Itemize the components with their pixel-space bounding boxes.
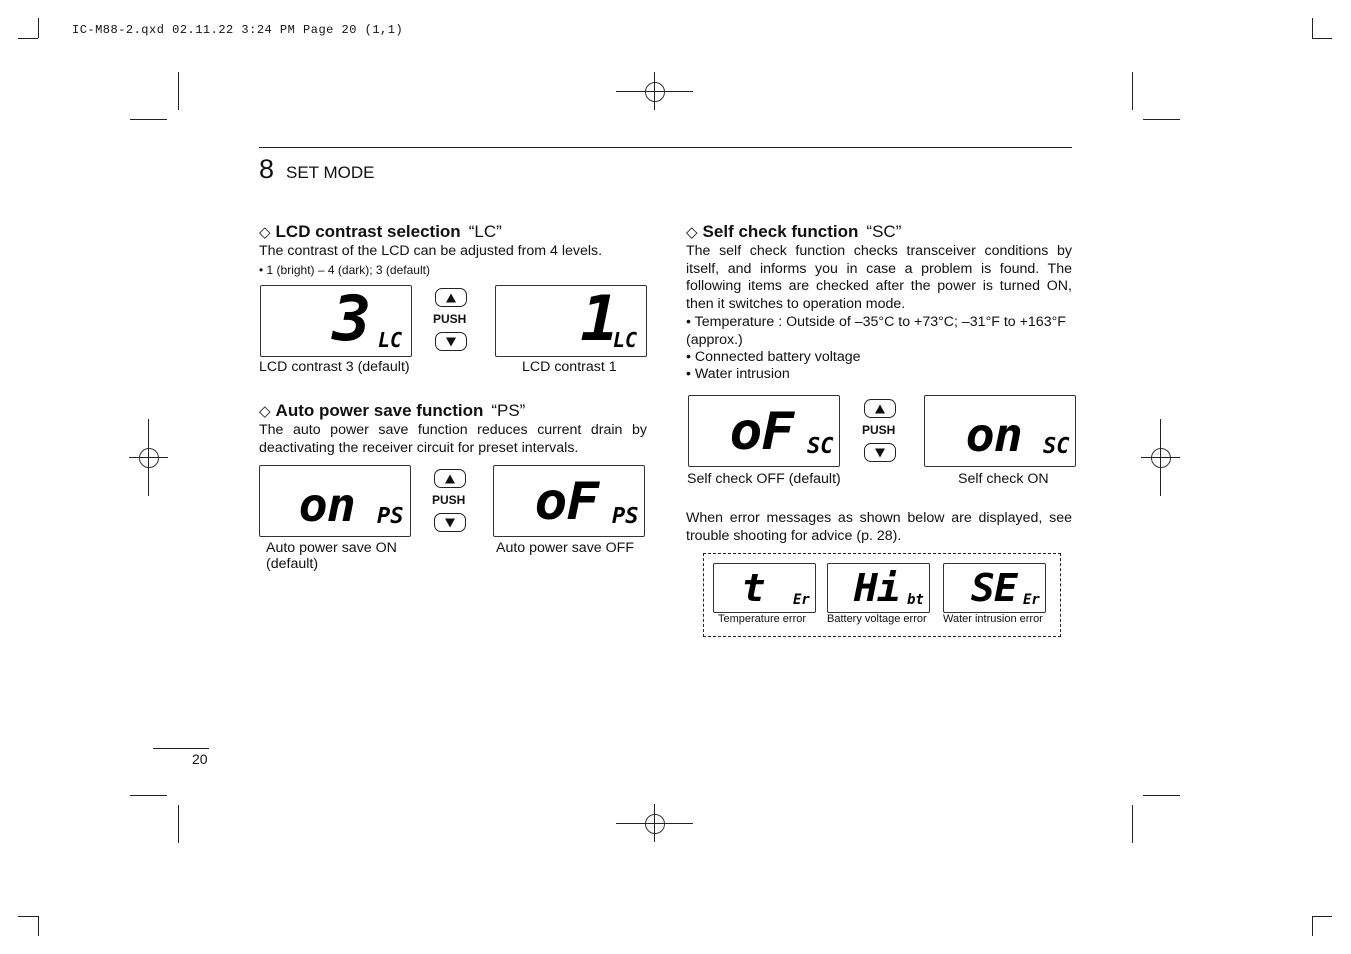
caption-contrast-3: LCD contrast 3 (default) <box>259 359 410 375</box>
self-check-bullet-water: • Water intrusion <box>686 366 790 382</box>
page-number: 20 <box>192 751 208 767</box>
lcd-error-battery: Hi bt <box>827 563 930 613</box>
lcd-display-ps-off: oF PS <box>493 465 645 537</box>
caption-ps-off: Auto power save OFF <box>496 540 634 556</box>
lcd-display-ps-on: on PS <box>259 465 411 537</box>
up-arrow-icon <box>875 404 885 413</box>
header-rule <box>259 147 1072 148</box>
down-arrow-icon <box>445 518 455 527</box>
push-label: PUSH <box>862 423 896 437</box>
chapter-title: SET MODE <box>286 163 375 182</box>
diamond-icon: ◇ <box>259 403 271 420</box>
page-number-rule <box>153 748 209 749</box>
down-button[interactable] <box>434 513 466 532</box>
caption-sc-on: Self check ON <box>958 471 1049 487</box>
caption-sc-off: Self check OFF (default) <box>687 471 841 487</box>
push-label: PUSH <box>433 312 467 326</box>
down-arrow-icon <box>875 448 885 457</box>
lcd-display-contrast-3: 3 LC <box>260 285 412 357</box>
lcd-display-sc-on: on SC <box>924 395 1076 467</box>
lcd-display-sc-off: oF SC <box>688 395 840 467</box>
lcd-contrast-heading: ◇ LCD contrast selection “LC” <box>259 222 502 241</box>
lcd-contrast-bullet: • 1 (bright) – 4 (dark); 3 (default) <box>259 263 430 277</box>
down-button[interactable] <box>864 443 896 462</box>
up-arrow-icon <box>446 293 456 302</box>
lcd-error-temperature: t Er <box>713 563 816 613</box>
auto-power-save-desc: The auto power save function reduces current drain by deactivating the receiver circuit for preset intervals. <box>259 422 647 456</box>
diamond-icon: ◇ <box>686 224 698 241</box>
file-slug: IC-M88-2.qxd 02.11.22 3:24 PM Page 20 (1,1) <box>72 23 404 37</box>
caption-contrast-1: LCD contrast 1 <box>522 359 617 375</box>
error-note: When error messages as shown below are displayed, see trouble shooting for advice (p. 28). <box>686 510 1072 544</box>
lcd-error-water: SE Er <box>943 563 1046 613</box>
down-button[interactable] <box>435 332 467 351</box>
error-label-temperature: Temperature error <box>718 613 807 625</box>
diamond-icon: ◇ <box>259 224 271 241</box>
lcd-contrast-desc: The contrast of the LCD can be adjusted from 4 levels. <box>259 243 603 259</box>
self-check-bullet-temperature: • Temperature : Outside of –35°C to +73°C; –31°F to +163°F (approx.) <box>686 314 1066 348</box>
self-check-bullet-battery: • Connected battery voltage <box>686 349 861 365</box>
self-check-heading: ◇ Self check function “SC” <box>686 222 902 241</box>
error-label-battery: Battery voltage error <box>827 613 927 625</box>
chapter-number: 8 <box>259 154 275 184</box>
up-button[interactable] <box>435 288 467 307</box>
up-button[interactable] <box>434 469 466 488</box>
up-button[interactable] <box>864 399 896 418</box>
push-label: PUSH <box>432 493 466 507</box>
self-check-desc: The self check function checks transceiver conditions by itself, and informs you in case a problem is found. The following items are checked after the power is turned ON, then it switches to operation mode. <box>686 243 1072 312</box>
auto-power-save-heading: ◇ Auto power save function “PS” <box>259 401 526 420</box>
lcd-display-contrast-1: 1 LC <box>495 285 647 357</box>
error-label-water: Water intrusion error <box>943 613 1043 625</box>
caption-ps-on: Auto power save ON (default) <box>266 540 397 572</box>
down-arrow-icon <box>446 337 456 346</box>
up-arrow-icon <box>445 474 455 483</box>
